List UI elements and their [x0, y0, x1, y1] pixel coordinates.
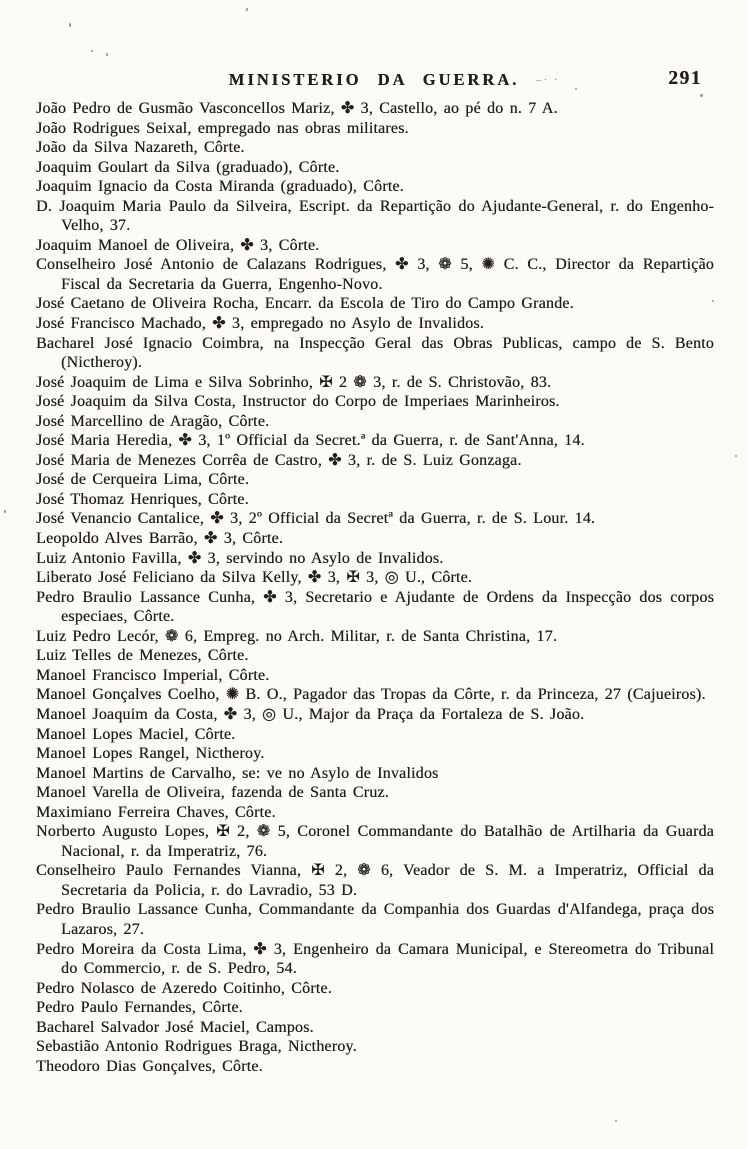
directory-entry: Liberato José Feliciano da Silva Kelly, ✤ 3, ✠ 3, ◎ U., Côrte.	[36, 569, 473, 587]
directory-entry: Joaquim Goulart da Silva (graduado), Côrte.	[36, 158, 340, 176]
directory-entry: Manoel Martins de Carvalho, se: ve no Asylo de Invalidos	[36, 764, 439, 782]
directory-entry: Sebastião Antonio Rodrigues Braga, Nictheroy.	[36, 1038, 357, 1056]
directory-entry: Conselheiro José Antonio de Calazans Rodrigues, ✤ 3, ❁ 5, ✺ C. C., Director da Repartição Fiscal da Secretaria da Guerra, Engenho-Novo.	[36, 256, 714, 293]
directory-entry: José Maria de Menezes Corrêa de Castro, ✤ 3, r. de S. Luiz Gonzaga.	[36, 451, 522, 469]
scan-speck	[712, 300, 714, 302]
directory-entry: D. Joaquim Maria Paulo da Silveira, Escript. da Repartição do Ajudante-General, r. do Engenho-Velho, 37.	[36, 197, 714, 235]
directory-entry: Bacharel José Ignacio Coimbra, na Inspecção Geral das Obras Publicas, campo de S. Bento (Nictheroy).	[36, 334, 714, 372]
directory-entry: Manoel Francisco Imperial, Côrte.	[36, 666, 270, 684]
directory-entry: Pedro Paulo Fernandes, Côrte.	[36, 999, 243, 1017]
directory-entry: Manoel Joaquim da Costa, ✤ 3, ◎ U., Major da Praça da Fortaleza de S. João.	[36, 705, 585, 723]
scan-speck	[700, 94, 703, 97]
directory-entry: Manoel Lopes Maciel, Côrte.	[36, 725, 236, 743]
scan-speck	[575, 88, 577, 90]
directory-entry: José Joaquim de Lima e Silva Sobrinho, ✠ 2 ❁ 3, r. de S. Christovão, 83.	[36, 373, 552, 391]
directory-entry: João Pedro de Gusmão Vasconcellos Mariz, ✤ 3, Castello, ao pé do n. 7 A.	[36, 100, 558, 117]
scan-speck	[4, 510, 6, 513]
directory-entry: João da Silva Nazareth, Côrte.	[36, 139, 245, 157]
scan-speck	[735, 455, 737, 457]
directory-entry: Luiz Antonio Favilla, ✤ 3, servindo no Asylo de Invalidos.	[36, 549, 444, 567]
directory-entry: Maximiano Ferreira Chaves, Côrte.	[36, 803, 276, 821]
directory-entry: Luiz Pedro Lecór, ❁ 6, Empreg. no Arch. Militar, r. de Santa Christina, 17.	[36, 627, 558, 645]
directory-entry: Pedro Moreira da Costa Lima, ✤ 3, Engenheiro da Camara Municipal, e Stereometra do Tribunal do Commercio, r. de S. Pedro, 54.	[36, 940, 714, 978]
page-header	[36, 70, 712, 94]
scan-speck	[69, 23, 71, 27]
directory-entry: José de Cerqueira Lima, Côrte.	[36, 471, 250, 489]
directory-entry: José Venancio Cantalice, ✤ 3, 2º Official da Secretª da Guerra, r. de S. Lour. 14.	[36, 510, 596, 528]
directory-entry: José Joaquim da Silva Costa, Instructor do Corpo de Imperiaes Marinheiros.	[36, 393, 560, 411]
directory-entry: Theodoro Dias Gonçalves, Côrte.	[36, 1057, 263, 1075]
running-title: MINISTERIO DA GUERRA.	[228, 70, 520, 89]
scan-smudge: –· ·	[536, 74, 560, 86]
directory-entry: João Rodrigues Seixal, empregado nas obras militares.	[36, 119, 409, 137]
directory-entry: Manoel Lopes Rangel, Nictheroy.	[36, 745, 265, 763]
scan-speck	[615, 1120, 617, 1122]
directory-entry: Manoel Varella de Oliveira, fazenda de Santa Cruz.	[36, 784, 389, 802]
directory-entry: José Caetano de Oliveira Rocha, Encarr. da Escola de Tiro do Campo Grande.	[36, 295, 574, 313]
directory-entry: José Marcellino de Aragão, Côrte.	[36, 412, 270, 430]
directory-entry: Norberto Augusto Lopes, ✠ 2, ❁ 5, Coronel Commandante do Batalhão de Artilharia da Guarda Nacional, r. da Imperatriz, 76.	[36, 823, 714, 860]
scan-speck	[106, 53, 108, 56]
scan-speck	[91, 50, 93, 52]
directory-entry: José Maria Heredia, ✤ 3, 1º Official da Secret.ª da Guerra, r. de Sant'Anna, 14.	[36, 432, 585, 450]
directory-entry: Leopoldo Alves Barrão, ✤ 3, Côrte.	[36, 530, 284, 548]
directory-entry: Pedro Braulio Lassance Cunha, Commandante da Companhia dos Guardas d'Alfandega, praça dos Lazaros, 27.	[36, 901, 714, 938]
directory-entry: Bacharel Salvador José Maciel, Campos.	[36, 1018, 314, 1036]
directory-entry: Pedro Braulio Lassance Cunha, ✤ 3, Secretario e Ajudante de Ordens da Inspecção dos corpos especiaes, Côrte.	[36, 588, 714, 626]
directory-entry: Joaquim Ignacio da Costa Miranda (graduado), Côrte.	[36, 178, 404, 196]
directory-entry: Luiz Telles de Menezes, Côrte.	[36, 647, 249, 665]
directory-entry: Pedro Nolasco de Azeredo Coitinho, Côrte.	[36, 979, 332, 997]
scan-speck	[246, 8, 248, 11]
directory-entry: Joaquim Manoel de Oliveira, ✤ 3, Côrte.	[36, 236, 320, 254]
directory-entry: José Francisco Machado, ✤ 3, empregado no Asylo de Invalidos.	[36, 315, 484, 333]
directory-entry: José Thomaz Henriques, Côrte.	[36, 490, 249, 508]
directory-entry: Conselheiro Paulo Fernandes Vianna, ✠ 2, ❁ 6, Veador de S. M. a Imperatriz, Official da Secretaria da Policia, r. do Lavradio, 53 D.	[36, 862, 714, 899]
directory-list	[36, 99, 714, 1076]
directory-entry: Manoel Gonçalves Coelho, ✺ B. O., Pagador das Tropas da Côrte, r. da Princeza, 27 (Cajueiros).	[36, 686, 706, 704]
page-number: 291	[668, 68, 702, 89]
